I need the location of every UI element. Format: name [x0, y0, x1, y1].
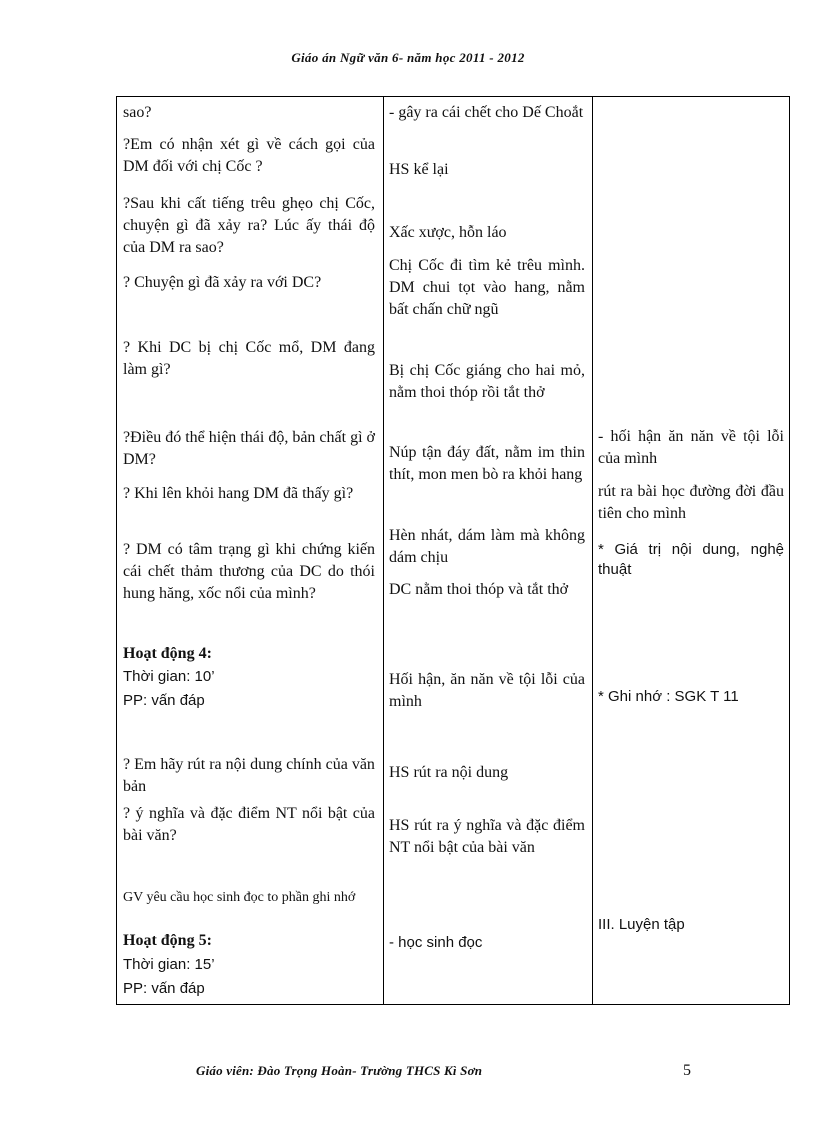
lesson-table [116, 96, 790, 1005]
activity-5-method: PP: vấn đáp [123, 980, 205, 997]
answer-dc-nam: DC nằm thoi thóp và tắt thở [389, 581, 569, 598]
content-ghi-nho: * Ghi nhớ : SGK T 11 [598, 688, 739, 705]
activity-5-time: Thời gian: 15’ [123, 956, 215, 973]
question-tam-trang: ? DM có tâm trạng gì khi chứng kiến cái chết thảm thương của DC do thói hung hăng, xốc nổi của mình? [123, 541, 375, 602]
answer-hoi-han: Hối hận, ăn năn về tội lỗi của mình [389, 671, 585, 710]
answer-hs-noi-dung: HS rút ra nội dung [389, 764, 509, 781]
question-khi-dc: ? Khi DC bị chị Cốc mổ, DM đang làm gì? [123, 339, 375, 378]
question-dieu-do: ?Điều đó thể hiện thái độ, bản chất gì ở DM? [123, 429, 375, 468]
page-number: 5 [683, 1062, 691, 1079]
activity-4-method: PP: vấn đáp [123, 692, 205, 709]
answer-gay-ra: - gây ra cái chết cho Dế Choắt [389, 104, 584, 121]
question-y-nghia: ? ý nghĩa và đặc điểm NT nổi bật của bài văn? [123, 805, 375, 844]
question-nhan-xet: ?Em có nhận xét gì về cách gọi của DM đối với chị Cốc ? [123, 136, 375, 175]
answer-bi-chi-coc: Bị chị Cốc giáng cho hai mỏ, nằm thoi thóp rồi tắt thở [389, 362, 585, 401]
activity-5-title: Hoạt động 5: [123, 932, 212, 949]
answer-chi-coc: Chị Cốc đi tìm kẻ trêu mình. DM chui tọt vào hang, nằm bất chấn chữ ngũ [389, 257, 585, 318]
teacher-instruction: GV yêu cầu học sinh đọc to phần ghi nhớ [123, 890, 356, 905]
answer-xac-xuoc: Xấc xược, hỗn láo [389, 224, 507, 241]
column-divider [592, 97, 593, 1004]
answer-nup: Núp tận đáy đất, nằm im thin thít, mon men bò ra khỏi hang [389, 444, 585, 483]
question-rut-ra: ? Em hãy rút ra nội dung chính của văn bản [123, 756, 375, 795]
question-sau-khi: ?Sau khi cất tiếng trêu ghẹo chị Cốc, chuyện gì đã xảy ra? Lúc ấy thái độ của DM ra sao? [123, 195, 375, 256]
content-gia-tri: * Giá trị nội dung, nghệ thuật [598, 541, 784, 578]
answer-hoc-sinh-doc: - học sinh đọc [389, 934, 483, 951]
page-header: Giáo án Ngữ văn 6- năm học 2011 - 2012 [291, 50, 525, 65]
content-rut-ra: rút ra bài học đường đời đầu tiên cho mình [598, 483, 784, 522]
answer-hen-nhat: Hèn nhát, dám làm mà không dám chịu [389, 527, 585, 566]
answer-hs-ke-lai: HS kể lại [389, 161, 449, 178]
question-chuyen-gi: ? Chuyện gì đã xảy ra với DC? [123, 274, 322, 291]
column-divider [383, 97, 384, 1004]
content-hoi-han: - hối hận ăn năn về tội lỗi của mình [598, 428, 784, 467]
activity-4-title: Hoạt động 4: [123, 645, 212, 662]
content-luyen-tap: III. Luyện tập [598, 916, 685, 933]
page-footer: Giáo viên: Đào Trọng Hoàn- Trường THCS Kì Sơn [196, 1063, 483, 1078]
question-sao: sao? [123, 104, 152, 121]
answer-hs-y-nghia: HS rút ra ý nghĩa và đặc điểm NT nổi bật của bài văn [389, 817, 585, 856]
question-khi-len: ? Khi lên khỏi hang DM đã thấy gì? [123, 485, 354, 502]
activity-4-time: Thời gian: 10’ [123, 668, 215, 685]
